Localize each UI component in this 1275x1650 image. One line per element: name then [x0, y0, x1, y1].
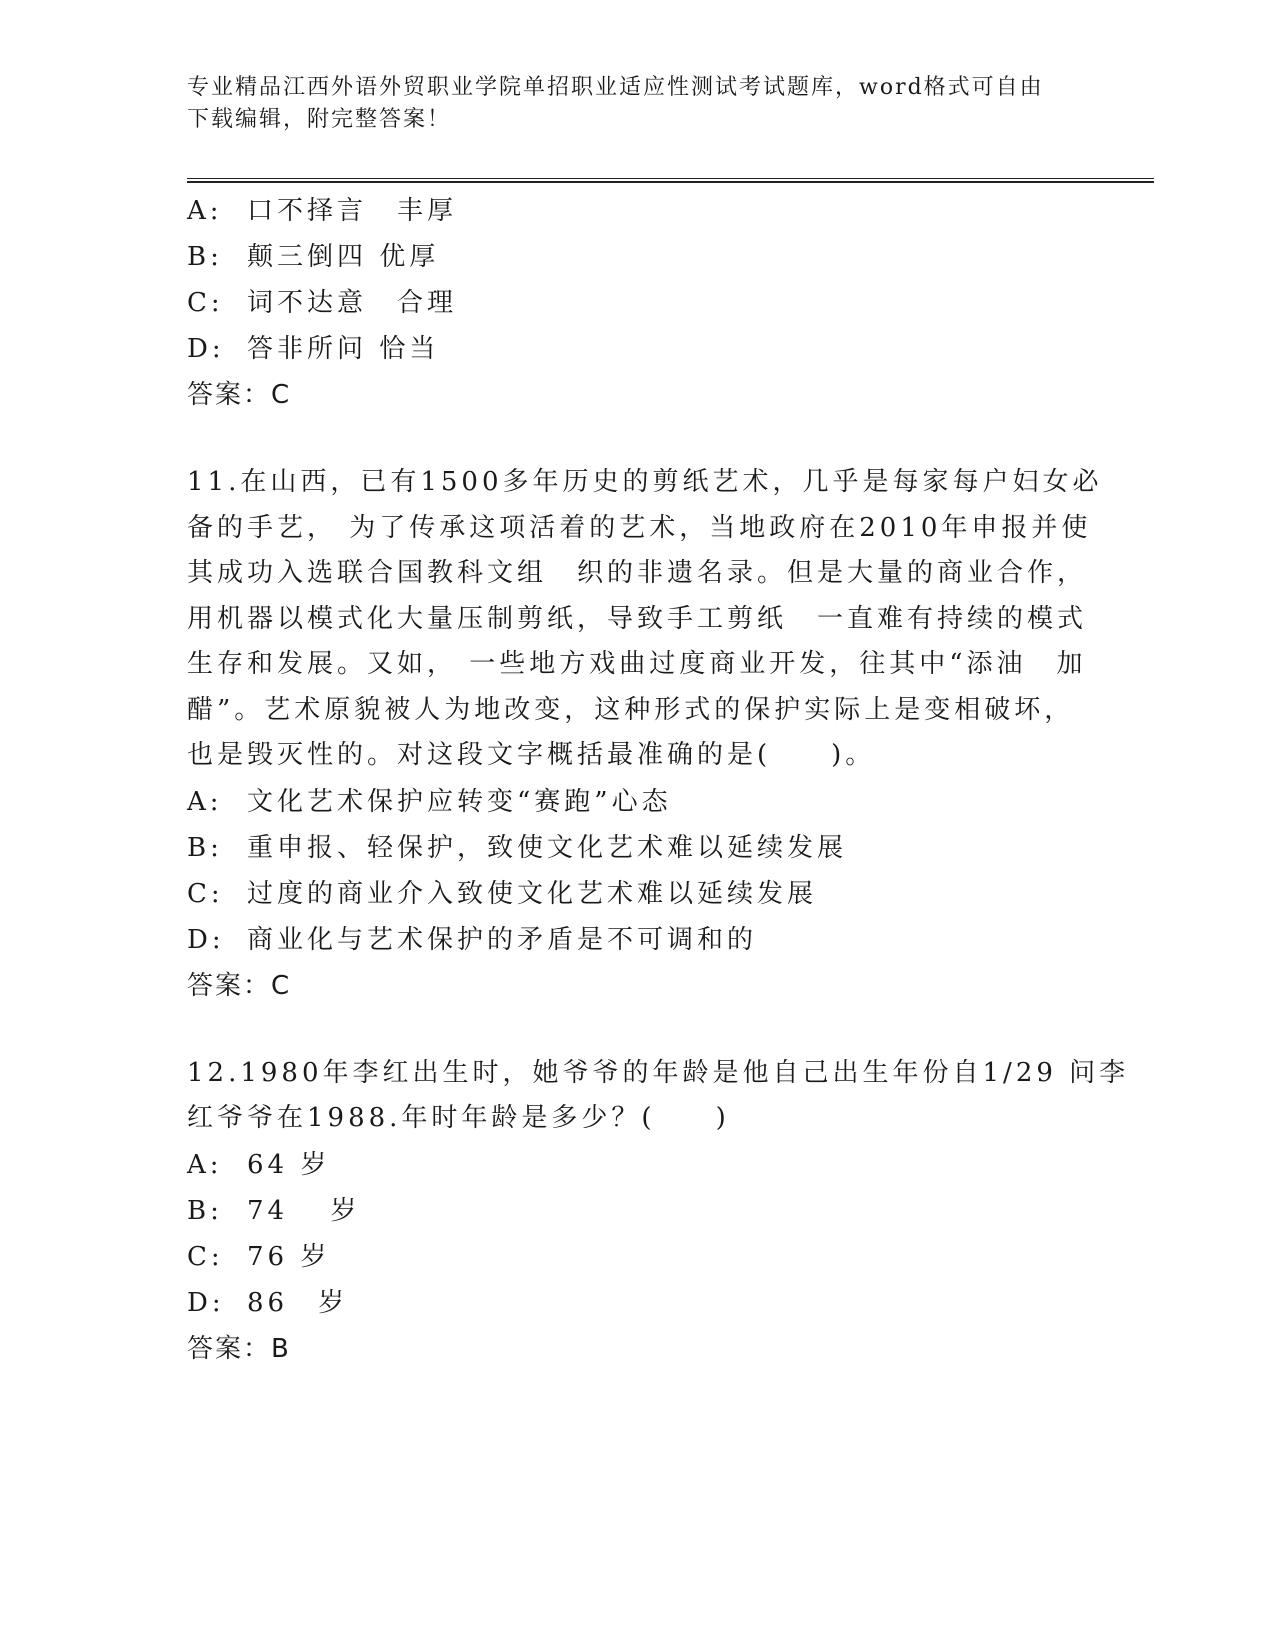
option-a: [187, 1142, 1087, 1188]
option-letter: C:: [187, 288, 224, 318]
option-letter: D:: [187, 1287, 225, 1318]
option-letter: A:: [187, 786, 223, 817]
option-text: 文化艺术保护应转变“赛跑”心态: [247, 786, 672, 817]
option-text: 76 岁: [247, 1241, 331, 1272]
document-body: [187, 188, 1130, 1372]
option-text: 答非所问 恰当: [247, 334, 440, 364]
option-text: 商业化与艺术保护的矛盾是不可调和的: [247, 924, 758, 955]
option-a: [187, 188, 1087, 234]
stem-line: 醋”。艺术原貌被人为地改变，这种形式的保护实际上是变相破坏，: [187, 694, 1075, 725]
option-text: 颠三倒四 优厚: [247, 242, 440, 272]
stem-line: 11.在山西，已有1500多年历史的剪纸艺术，几乎是每家每户妇女必: [187, 467, 1103, 497]
option-letter: C:: [187, 1241, 224, 1272]
question-10-options: [187, 188, 1087, 418]
option-text: 口不择言 丰厚: [247, 196, 458, 226]
header-line-2: 下载编辑，附完整答案！: [187, 107, 452, 132]
option-b: [187, 1188, 1087, 1234]
option-text: 重申报、轻保护，致使文化艺术难以延续发展: [247, 832, 848, 863]
option-letter: A:: [187, 1149, 223, 1180]
option-text: 词不达意 合理: [247, 288, 458, 318]
option-d: [187, 326, 1087, 372]
option-letter: A:: [187, 196, 223, 226]
answer-line: 答案：B: [187, 1333, 291, 1364]
answer-line: 答案：C: [187, 380, 292, 410]
option-b: [187, 825, 1087, 871]
option-letter: B:: [187, 1195, 223, 1226]
option-text: 86 岁: [247, 1287, 349, 1318]
question-12: [187, 1051, 1130, 1372]
stem-line: 用机器以模式化大量压制剪纸，导致手工剪纸 一直难有持续的模式: [187, 603, 1088, 634]
stem-line: 生存和发展。又如， 一些地方戏曲过度商业开发，往其中“添油 加: [187, 649, 1087, 679]
question-11: [187, 460, 1103, 1009]
option-text: 64 岁: [247, 1149, 331, 1180]
header-line-1: 专业精品江西外语外贸职业学院单招职业适应性测试考试题库，word格式可自由: [187, 75, 1044, 100]
option-letter: D:: [187, 334, 225, 364]
option-letter: B:: [187, 832, 223, 863]
option-a: [187, 779, 1087, 825]
question-stem: [187, 1051, 1130, 1142]
option-c: [187, 280, 1087, 326]
option-d: [187, 1280, 1087, 1326]
stem-line: 其成功入选联合国教科文组 织的非遗名录。但是大量的商业合作，: [187, 558, 1088, 588]
spacer: [187, 1009, 1087, 1051]
stem-line: 也是毁灭性的。对这段文字概括最准确的是( )。: [187, 740, 876, 770]
stem-line: 备的手艺， 为了传承这项活着的艺术，当地政府在2010年申报并使: [187, 512, 1092, 543]
stem-line: 红爷爷在1988.年时年龄是多少？( ): [187, 1103, 730, 1133]
option-text: 74 岁: [247, 1195, 361, 1226]
question-stem: [187, 460, 1103, 779]
document-header: [187, 72, 1077, 136]
option-letter: B:: [187, 242, 223, 272]
option-b: [187, 234, 1087, 280]
option-d: [187, 917, 1087, 963]
option-letter: C:: [187, 878, 224, 909]
option-c: [187, 1234, 1087, 1280]
option-letter: D:: [187, 924, 225, 955]
answer-line: 答案：C: [187, 970, 292, 1001]
stem-line: 12.1980年李红出生时，她爷爷的年龄是他自己出生年份自1/29 问李: [187, 1057, 1130, 1088]
option-c: [187, 871, 1087, 917]
option-text: 过度的商业介入致使文化艺术难以延续发展: [247, 878, 818, 909]
spacer: [187, 418, 1087, 460]
header-divider: [187, 178, 1154, 183]
